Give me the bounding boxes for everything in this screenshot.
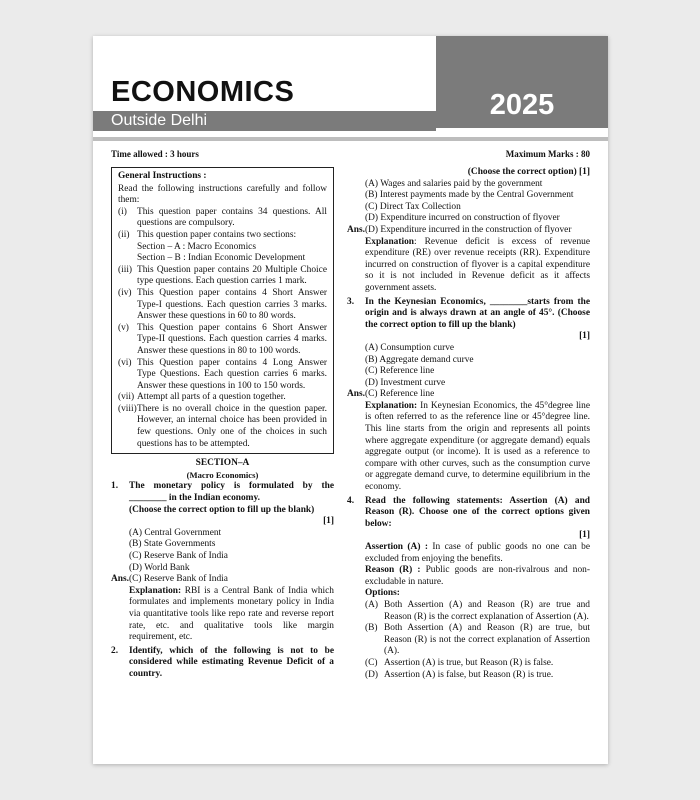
reason: Reason (R) : Public goods are non-rivalrous and non-excludable in nature. (365, 565, 590, 587)
instruction-item: (iii) This Question paper contains 20 Multiple Choice type questions. Each question carries 1 mark. (118, 264, 327, 287)
option: (D) Expenditure incurred on construction of flyover (365, 213, 560, 224)
option: (A) Both Assertion (A) and Reason (R) are true and Reason (R) is the correct explanation of Assertion (A). (365, 599, 590, 622)
exam-year: 2025 (489, 89, 555, 121)
section-title: SECTION–A (195, 458, 250, 469)
question-4: 4. Read the following statements: Assertion (A) and Reason (R). Choose one of the correct options given below: (347, 495, 590, 529)
option: (A) Consumption curve (365, 342, 455, 353)
option: (B) Interest payments made by the Central Government (365, 190, 574, 201)
instruction-item: (vi) This Question paper contains 4 Long Answer Type Questions. Each question carries 6 marks. Answer these questions in 100 to 150 words. (118, 357, 327, 391)
instruction-item: Section – A : Macro Economics (137, 241, 256, 252)
option: (D) Investment curve (365, 377, 446, 388)
option: (D) World Bank (129, 562, 190, 573)
region-subtitle: Outside Delhi (111, 112, 208, 129)
assertion: Assertion (A) : In case of public goods no one can be excluded from enjoying the benefits. (365, 542, 591, 564)
question-3-marks: [1] (579, 331, 590, 342)
right-column (347, 167, 590, 681)
option: (B) Aggregate demand curve (365, 354, 474, 365)
options-label: Options: (365, 588, 400, 599)
option: (A) Central Government (129, 527, 222, 538)
question-2-instruction: (Choose the correct option) [1] (467, 167, 590, 177)
instructions-intro: Read the following instructions carefully and follow them: (118, 183, 327, 206)
question-1-marks: [1] (323, 516, 334, 527)
option: (C) Direct Tax Collection (365, 201, 461, 212)
maximum-marks: Maximum Marks : 80 (505, 149, 590, 159)
option: (C) Reference line (365, 366, 435, 377)
instruction-item: (v) This Question paper contains 6 Short Answer Type-II questions. Each question carries 4 marks. Answer these questions in 80 to 100 words. (118, 322, 327, 356)
subject-title: ECONOMICS (111, 76, 295, 108)
answer: Ans. (C) Reference line (347, 389, 435, 400)
option: (B) Both Assertion (A) and Reason (R) are true, but Reason (R) is not the correct explanation of Assertion (A). (365, 623, 590, 657)
question-1: 1. The monetary policy is formulated by the ________ in the Indian economy. (111, 481, 334, 504)
instruction-item: Section – B : Indian Economic Development (137, 253, 306, 264)
book-page (93, 36, 608, 764)
instruction-item: (vii) Attempt all parts of a question together. (118, 392, 286, 403)
time-allowed: Time allowed : 3 hours (111, 149, 199, 159)
option: (C) Assertion (A) is true, but Reason (R) is false. (365, 657, 554, 668)
answer: Ans. (C) Reserve Bank of India (111, 574, 228, 585)
instruction-item: (i) This question paper contains 34 questions. All questions are compulsory. (118, 206, 327, 229)
option: (D) Assertion (A) is false, but Reason (R) is true. (365, 669, 554, 680)
instruction-item: (ii) This question paper contains two sections: (118, 229, 297, 240)
general-instructions-box (111, 167, 334, 454)
option: (A) Wages and salaries paid by the government (365, 178, 543, 189)
instruction-item: (iv) This Question paper contains 4 Short Answer Type-I questions. Each question carries 3 marks. Answer these questions in 60 to 80 words. (118, 287, 327, 322)
explanation: Explanation: Revenue deficit is excess of revenue expenditure (RE) over revenue receipts (RR). Expenditure incurred on construction of flyover is a capital expenditure so it is not included in Revenue deficit as it affects government assets. (365, 236, 590, 293)
section-subtitle: (Macro Economics) (186, 469, 259, 480)
answer: Ans. (D) Expenditure incurred in the construction of flyover (347, 224, 572, 235)
explanation: Explanation: RBI is a Central Bank of India which formulates and implements monetary policy in India via quantitative tools like repo rate and reverse report rate, etc. and qualitative tools like margin requirement, etc. (129, 585, 334, 643)
instruction-item: (viii) There is no overall choice in the question paper. However, an internal choice has been provided in few questions. Only one of the choices in such questions has to be attempted. (118, 403, 327, 449)
left-column (111, 167, 334, 681)
option: (C) Reserve Bank of India (129, 551, 228, 561)
question-2: 2. Identify, which of the following is not to be considered while estimating Revenue Deficit of a country. (111, 645, 334, 679)
explanation: Explanation: In Keynesian Economics, the 45°degree line is often referred to as the reference line or 45°degree line. This line starts from the origin and represents all points where aggregate expenditure (or aggregate demand) equals aggregate output (or income). It is used as a reference to compare with other curves, such as the consumption curve or aggregate demand curve, to determine equilibrium in the economy. (365, 400, 590, 493)
header-divider (93, 137, 608, 141)
question-3: 3. In the Keynesian Economics, ________starts from the origin and is always drawn at an angle of 45°. (Choose the correct option to fill up the blank) (347, 296, 590, 330)
question-4-marks: [1] (579, 530, 590, 541)
instructions-title: General Instructions : (118, 171, 207, 181)
question-1-instruction: (Choose the correct option to fill up the blank) (129, 504, 315, 515)
option: (B) State Governments (129, 539, 216, 550)
